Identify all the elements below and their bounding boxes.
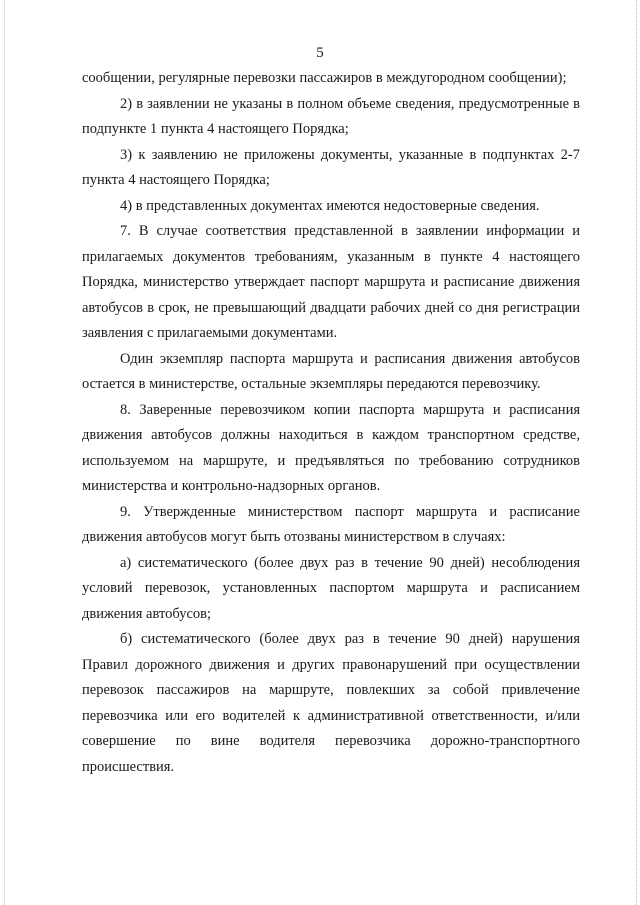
paragraph-clause-9-b: б) систематического (более двух раз в течение 90 дней) нарушения Правил дорожного движения и других правонарушений при осуществлении перевозок пассажиров на маршруте, повлекших за собой привлечение перевозчика или его водителей к административной ответственности, и/или совершение по вине водителя перевозчика дорожно-транспортного происшествия. xyxy=(82,631,580,775)
paragraph-item-4: 4) в представленных документах имеются недостоверные сведения. xyxy=(120,197,540,214)
paragraph-clause-9: 9. Утвержденные министерством паспорт маршрута и расписание движения автобусов могут быть отозваны министерством в случаях: xyxy=(82,503,580,545)
paragraph-clause-7: 7. В случае соответствия представленной в заявлении информации и прилагаемых документов требованиям, указанным в пункте 4 настоящего Порядка, министерство утверждает паспорт маршрута и расписание движения автобусов в срок, не превышающий двадцати рабочих дней со дня регистрации заявления с прилагаемыми документами. xyxy=(82,223,580,341)
paragraph-clause-7-copy: Один экземпляр паспорта маршрута и расписания движения автобусов остается в министерстве, остальные экземпляры передаются перевозчику. xyxy=(82,350,580,392)
paragraph-clause-9-a: а) систематического (более двух раз в течение 90 дней) несоблюдения условий перевозок, установленных паспортом маршрута и расписанием движения автобусов; xyxy=(82,554,580,622)
paragraph-continuation: сообщении, регулярные перевозки пассажиров в междугородном сообщении); xyxy=(82,70,567,86)
scan-edge-left xyxy=(4,0,5,905)
body-text xyxy=(82,66,580,780)
page-number: 5 xyxy=(316,45,324,61)
paragraph-item-3: 3) к заявлению не приложены документы, указанные в подпунктах 2-7 пункта 4 настоящего Порядка; xyxy=(82,146,580,188)
paragraph-clause-8: 8. Заверенные перевозчиком копии паспорта маршрута и расписания движения автобусов должны находиться в каждом транспортном средстве, используемом на маршруте, и предъявляться по требованию сотрудников министерства и контрольно-надзорных органов. xyxy=(82,401,580,494)
paragraph-item-2: 2) в заявлении не указаны в полном объеме сведения, предусмотренные в подпункте 1 пункта 4 настоящего Порядка; xyxy=(82,95,580,137)
scan-edge-right xyxy=(636,0,637,905)
